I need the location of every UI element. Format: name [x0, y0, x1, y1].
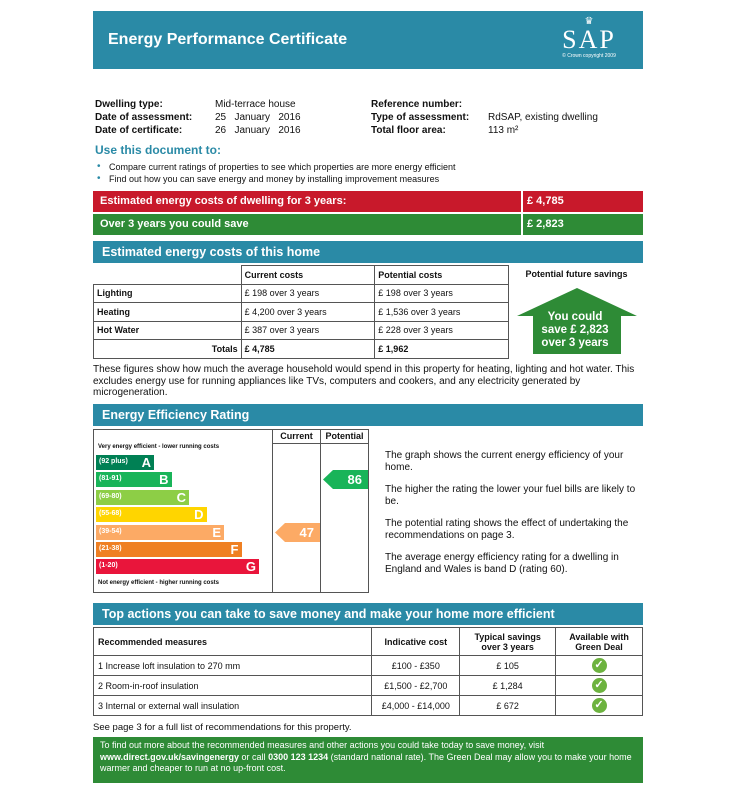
col-current-costs: Current costs — [241, 266, 375, 285]
details-labels-left: Dwelling type: Date of assessment: Date of certificate: — [95, 99, 193, 136]
check-icon: ✓ — [592, 678, 607, 693]
eer-text-2: The higher the rating the lower your fuel bills are likely to be. — [385, 484, 636, 507]
band-range: (81-91) — [99, 475, 122, 483]
col-current: Current — [280, 431, 313, 441]
band-letter: F — [230, 542, 239, 557]
table-row: 1 Increase loft insulation to 270 mm £100 - £350 £ 105 ✓ — [94, 656, 643, 676]
band-d — [96, 507, 207, 522]
table-row: 3 Internal or external wall insulation £4,000 - £14,000 £ 672 ✓ — [94, 696, 643, 716]
band-letter: A — [141, 455, 151, 470]
savings-bar: Over 3 years you could save £ 2,823 — [93, 214, 643, 235]
table-row: 2 Room-in-roof insulation £1,500 - £2,700 £ 1,284 ✓ — [94, 676, 643, 696]
col-green-deal: Available with Green Deal — [556, 628, 643, 656]
band-letter: C — [176, 489, 186, 505]
use-document-heading: Use this document to: — [95, 143, 222, 157]
reference-number — [488, 98, 598, 111]
header-banner — [93, 11, 643, 69]
col-potential-savings: Potential future savings — [525, 269, 628, 279]
potential-rating-arrow: 86 — [323, 470, 368, 492]
type-of-assessment: RdSAP, existing dwelling — [488, 112, 598, 123]
band-f — [96, 542, 242, 557]
costs-table — [93, 265, 509, 359]
band-range: (69-80) — [99, 492, 122, 500]
current-rating-arrow: 47 — [275, 523, 320, 545]
band-range: (39-54) — [99, 527, 122, 535]
table-row: Hot Water £ 387 over 3 years £ 228 over 3 years — [94, 321, 509, 340]
col-potential: Potential — [325, 431, 364, 441]
use-document-list — [95, 161, 456, 185]
col-potential-costs: Potential costs — [375, 266, 509, 285]
dwelling-type: Mid-terrace house — [215, 99, 296, 110]
totals-row: Totals £ 4,785 £ 1,962 — [94, 340, 509, 359]
eer-text-1: The graph shows the current energy efficiency of your home. — [385, 450, 624, 473]
band-c — [96, 490, 189, 505]
savings-value: £ 2,823 — [527, 218, 564, 230]
band-b — [96, 472, 172, 487]
check-icon: ✓ — [592, 658, 607, 673]
eer-text-4: The average energy efficiency rating for a dwelling in England and Wales is band D (rating 60). — [385, 552, 619, 575]
col-savings: Typical savings over 3 years — [460, 628, 556, 656]
costs-explanation: These figures show how much the average household would spend in this property for heating, lighting and hot water. This excludes energy use for running appliances like TVs, computers and cookers, and any electricity generated by microgeneration. — [93, 364, 635, 398]
band-range: (21-38) — [99, 545, 122, 552]
crown-icon: ♛ — [584, 16, 594, 27]
band-letter: D — [194, 507, 204, 523]
total-floor-area: 113 m² — [488, 125, 519, 136]
sap-logo: ♛ SAP © Crown copyright 2009 — [547, 17, 631, 65]
actions-heading: Top actions you can take to save money and make your home more efficient — [93, 603, 643, 625]
band-letter: E — [212, 524, 221, 540]
details-values-right — [488, 98, 598, 137]
band-range: (55-68) — [99, 510, 122, 518]
band-letter: G — [245, 559, 256, 575]
estimated-cost-value: £ 4,785 — [527, 195, 564, 207]
phone-number: 0300 123 1234 — [268, 751, 329, 762]
table-row: Lighting £ 198 over 3 years £ 198 over 3 years — [94, 284, 509, 303]
check-icon: ✓ — [592, 698, 607, 713]
band-e — [96, 525, 224, 540]
band-letter: B — [159, 472, 169, 488]
details-labels-right: Reference number: Type of assessment: Total floor area: — [371, 99, 470, 136]
table-row: Heating £ 4,200 over 3 years £ 1,536 over 3 years — [94, 303, 509, 322]
list-item: • Find out how you can save energy and money by installing improvement measures — [95, 173, 456, 185]
savings-arrow-text: You could save £ 2,823 over 3 years — [541, 311, 609, 349]
actions-table — [93, 627, 643, 716]
footer-info-box: To find out more about the recommended measures and other actions you could take today to save money, visit www.direct.gov.uk/savingenergy or call 0300 123 1234 (standard national rate). The Green Deal may allow you to make your home warmer and cheaper to run at no up-front cost. — [93, 737, 643, 783]
eer-top-caption: Very energy efficient - lower running costs — [98, 444, 220, 450]
col-cost: Indicative cost — [372, 628, 460, 656]
band-a — [96, 455, 154, 470]
costs-heading: Estimated energy costs of this home — [93, 241, 643, 263]
table-header-row — [94, 628, 643, 656]
band-range: (1-20) — [99, 562, 118, 570]
eer-text-3: The potential rating shows the effect of undertaking the recommendations on page 3. — [385, 518, 629, 541]
band-g — [96, 559, 259, 574]
date-of-assessment: 25 January 2016 — [215, 112, 301, 123]
date-of-certificate: 26 January 2016 — [215, 125, 301, 136]
page-title: Energy Performance Certificate — [108, 31, 348, 48]
savingenergy-link[interactable]: www.direct.gov.uk/savingenergy — [100, 751, 240, 762]
estimated-cost-bar: Estimated energy costs of dwelling for 3 years: £ 4,785 — [93, 191, 643, 212]
table-header-row — [94, 266, 509, 285]
details-values-left — [215, 98, 301, 137]
col-measures: Recommended measures — [94, 628, 372, 656]
eer-heading: Energy Efficiency Rating — [93, 404, 643, 426]
see-page-note: See page 3 for a full list of recommendations for this property. — [93, 722, 352, 733]
list-item: • Compare current ratings of properties to see which properties are more energy efficient — [95, 161, 456, 173]
band-range: (92 plus) — [99, 458, 128, 465]
eer-bottom-caption: Not energy efficient - higher running costs — [98, 580, 220, 586]
